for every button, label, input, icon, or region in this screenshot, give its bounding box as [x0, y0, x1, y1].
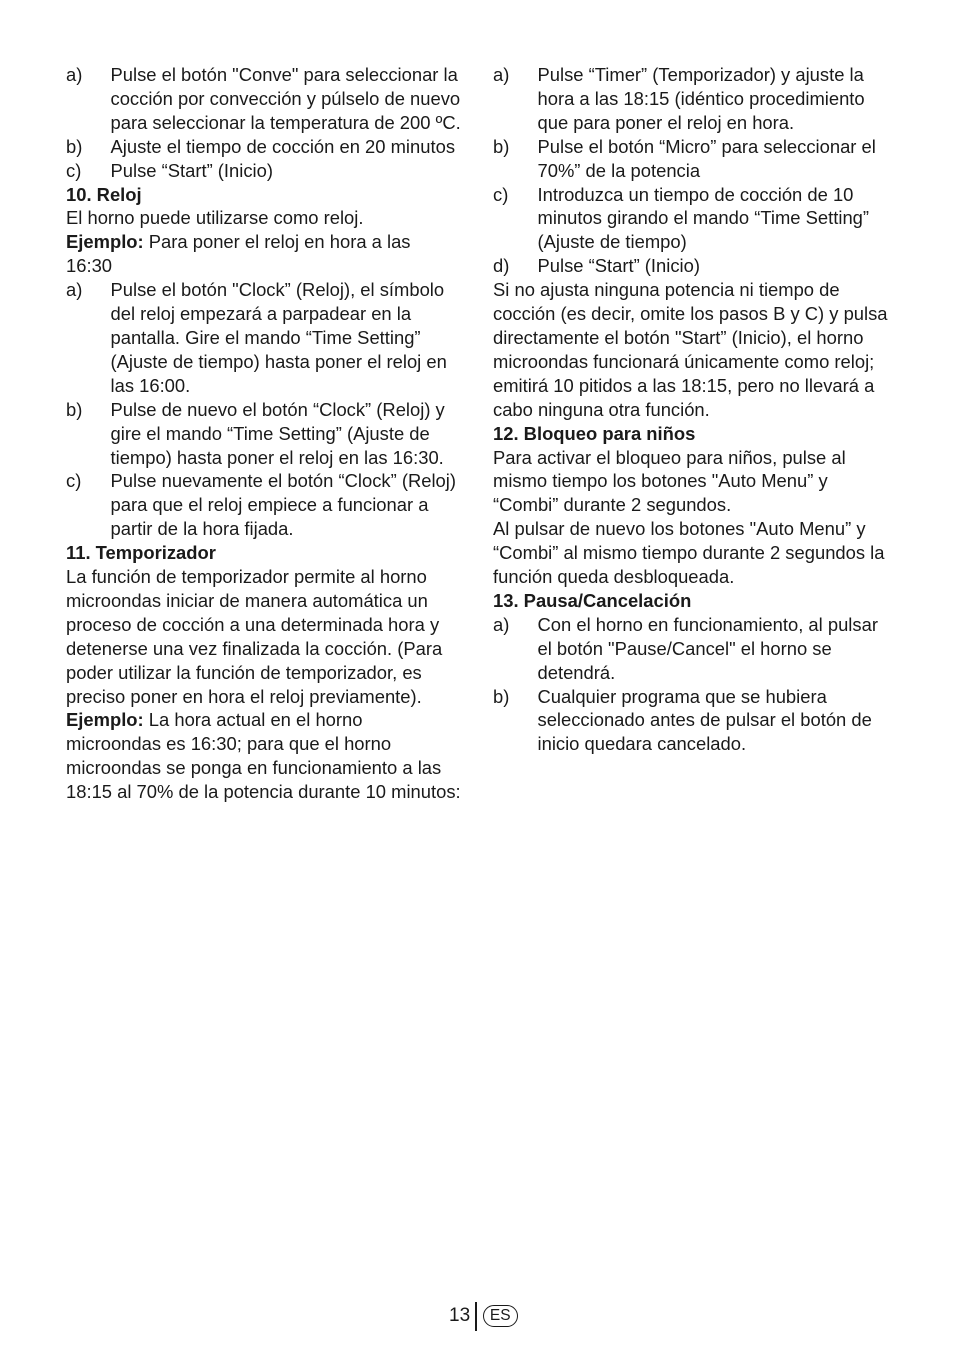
section-heading-temporizador: 11. Temporizador — [66, 542, 216, 564]
list-item-text: Pulse “Timer” (Temporizador) y ajuste la hora a las 18:15 (idéntico procedimiento que para poner el reloj en hora. — [537, 64, 865, 133]
temporizador-example — [66, 708, 461, 804]
list-item-text: Con el horno en funcionamiento, al pulsar el botón "Pause/Cancel" el horno se detendrá. — [537, 613, 878, 683]
temporizador-paragraph: La función de temporizador permite al horno microondas iniciar de manera automática un proceso de cocción a una determinada hora y detenerse una vez finalizada la cocción. (Para poder utilizar la función de temporizador, es preciso poner en hora el reloj previamente). — [66, 566, 443, 707]
list-item-label: c) — [493, 183, 509, 205]
list-item-text: Pulse nuevamente el botón “Clock” (Reloj) para que el reloj empiece a funcionar a partir de la hora fijada. — [110, 470, 456, 540]
list-item — [66, 159, 461, 183]
list-item-label: b) — [493, 135, 510, 157]
page-footer — [449, 1301, 518, 1331]
list-item — [493, 183, 893, 255]
list-item — [66, 135, 461, 159]
footer-divider — [475, 1302, 477, 1331]
list-item-label: c) — [66, 470, 82, 492]
timer-note-paragraph: Si no ajusta ninguna potencia ni tiempo de cocción (es decir, omite los pasos B y C) y pulsa directamente el botón "Start” (Inicio), el horno microondas funcionará únicamente como reloj; emitirá 10 pitidos a las 18:15, pero no llevará a cabo ninguna otra función. — [493, 279, 888, 420]
list-item-label: a) — [493, 613, 510, 635]
list-item-text: Pulse “Start” (Inicio) — [537, 255, 700, 277]
list-item-label: a) — [493, 64, 510, 85]
list-item-text: Ajuste el tiempo de cocción en 20 minutos — [110, 135, 456, 157]
list-item — [493, 254, 893, 278]
list-item-label: d) — [493, 255, 510, 277]
list-item-label: a) — [66, 279, 83, 301]
list-item — [493, 135, 893, 183]
left-column — [66, 63, 461, 804]
reloj-paragraph: El horno puede utilizarse como reloj. — [66, 207, 364, 229]
list-item-text: Pulse el botón “Micro” para seleccionar el 70%” de la potencia — [537, 135, 876, 181]
list-item-text: Pulse el botón "Clock” (Reloj), el símbolo del reloj empezará a parpadear en la pantalla. Gire el mando “Time Setting” (Ajuste de tiempo) hasta poner el reloj en las 16:00. — [110, 279, 447, 396]
list-item-label: a) — [66, 64, 83, 85]
list-item — [493, 685, 893, 757]
list-item-text: Introduzca un tiempo de cocción de 10 minutos girando el mando “Time Setting” (Ajuste de tiempo) — [537, 183, 870, 253]
list-item-label: b) — [66, 135, 83, 157]
example-label: Ejemplo: — [66, 709, 144, 731]
language-badge: ES — [483, 1305, 518, 1327]
list-item-text: Pulse el botón "Conve" para seleccionar la cocción por convección y púlselo de nuevo para seleccionar la temperatura de 200 ºC. — [110, 64, 461, 133]
right-column — [493, 63, 893, 756]
example-label: Ejemplo: — [66, 231, 144, 253]
list-item-label: b) — [493, 685, 510, 707]
list-item-text: Cualquier programa que se hubiera seleccionado antes de pulsar el botón de inicio quedara cancelado. — [537, 685, 872, 755]
list-item — [66, 278, 461, 398]
example-text: La hora actual en el horno microondas es 16:30; para que el horno microondas se ponga en funcionamiento a las 18:15 al 70% de la potencia durante 10 minutos: — [66, 709, 461, 803]
example-text: Para poner el reloj en hora a las 16:30 — [66, 231, 411, 277]
page-number: 13 — [449, 1305, 471, 1326]
list-item-label: b) — [66, 398, 83, 420]
list-item — [66, 398, 461, 470]
list-item-text: Pulse “Start” (Inicio) — [110, 159, 273, 181]
list-item — [493, 63, 893, 135]
bloqueo-paragraph-2: Al pulsar de nuevo los botones "Auto Menu” y “Combi” al mismo tiempo durante 2 segundos la función queda desbloqueada. — [493, 518, 885, 588]
list-item-label: c) — [66, 159, 82, 181]
list-item-text: Pulse de nuevo el botón “Clock” (Reloj) y gire el mando “Time Setting” (Ajuste de tiempo) hasta poner el reloj en las 16:30. — [110, 398, 445, 468]
section-heading-bloqueo: 12. Bloqueo para niños — [493, 422, 696, 444]
bloqueo-paragraph-1: Para activar el bloqueo para niños, pulse al mismo tiempo los botones "Auto Menu” y “Combi” durante 2 segundos. — [493, 446, 846, 516]
list-item — [66, 63, 461, 135]
list-item — [66, 469, 461, 541]
list-item — [493, 613, 893, 685]
section-heading-reloj: 10. Reloj — [66, 183, 142, 205]
section-heading-pausa: 13. Pausa/Cancelación — [493, 589, 692, 611]
reloj-example — [66, 230, 461, 278]
